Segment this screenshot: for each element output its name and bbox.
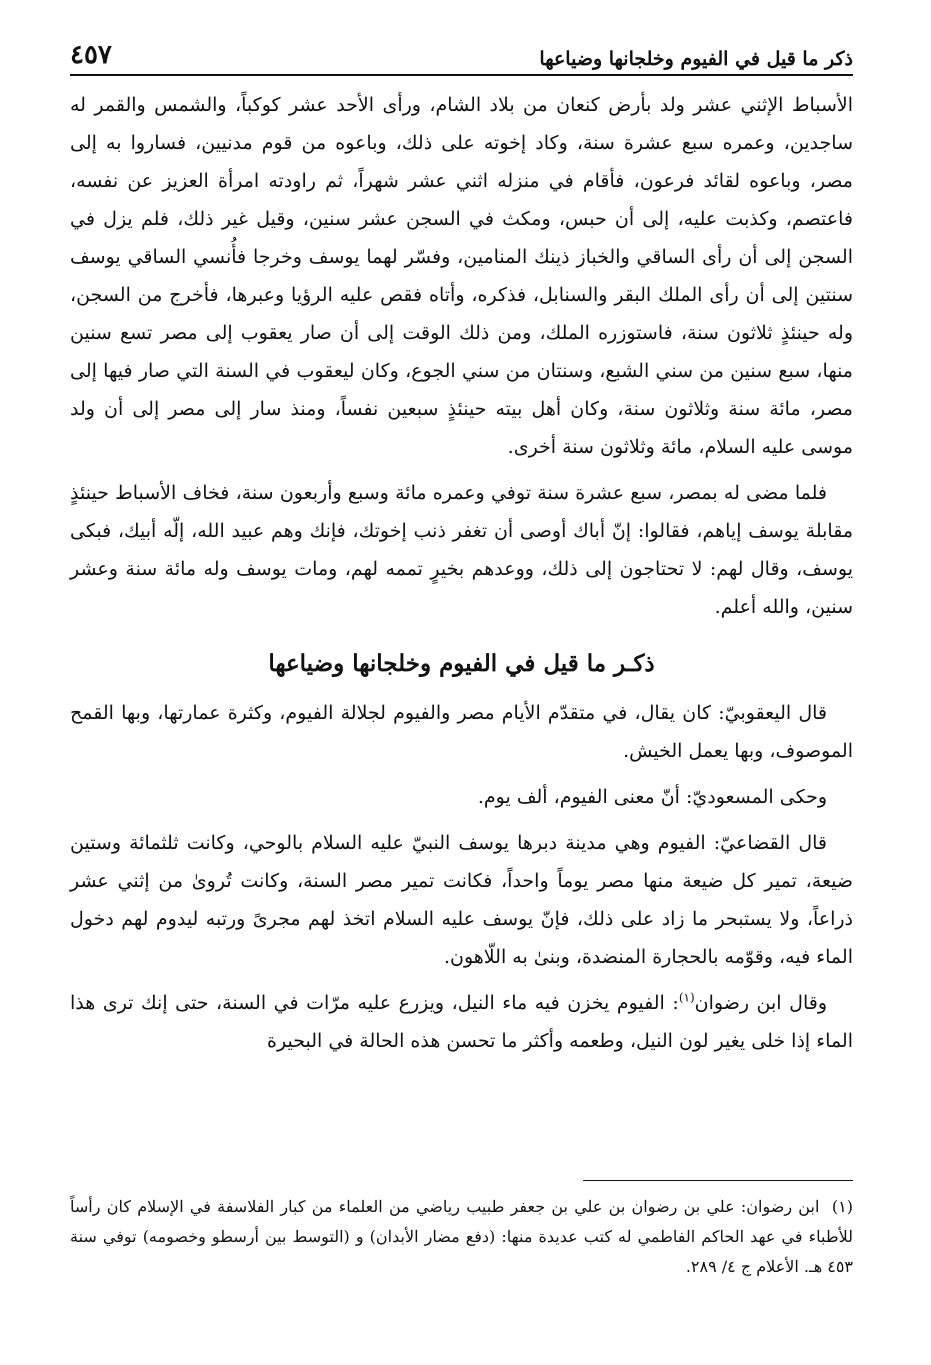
running-title: ذكر ما قيل في الفيوم وخلجانها وضياعها <box>539 48 853 70</box>
footnote-reference[interactable]: (١) <box>678 990 695 1005</box>
page-body <box>70 86 853 1068</box>
paragraph-2: فلما مضى له بمصر، سبع عشرة سنة توفي وعمره مائة وسبع وأربعون سنة، فخاف الأسباط حينئذٍ مقابلة يوسف إياهم، فقالوا: إنّ أباك أوصى أن تغفر ذنب إخوتك، فإنك وهم عبيد الله، إلّه أبيك، فبكى يوسف، وقال لهم: لا تحتاجون إلى ذلك، ووعدهم بخيرٍ تممه لهم، ومات يوسف وله مائة سنة وعشر سنين، والله أعلم. <box>70 482 853 618</box>
footnotes <box>70 1192 853 1282</box>
footnote-1 <box>70 1192 853 1282</box>
paragraph-1: الأسباط الإثني عشر ولد بأرض كنعان من بلاد الشام، ورأى الأحد عشر كوكباً، والشمس والقمر له ساجدين، وعمره سبع عشرة سنة، وكاد إخوته على ذلك، وباعوه من قوم مدنيين، فساروا به إلى مصر، وباعوه لقائد فرعون، فأقام في منزله اثني عشر شهراً، ثم راودته امرأة العزيز عن نفسه، فاعتصم، وكذبت عليه، إلى أن حبس، ومكث في السجن عشر سنين، وقيل غير ذلك، فلم يزل في السجن إلى أن رأى الساقي والخباز ذينك المنامين، وفسّر لهما يوسف وخرجا فأُنسي الساقي يوسف سنتين إلى أن رأى الملك البقر والسنابل، فذكره، وأتاه فقص عليه الرؤيا وعبرها، فأخرج من السجن، وله حينئذٍ ثلاثون سنة، فاستوزره الملك، ومن ذلك الوقت إلى أن صار يعقوب إلى مصر تسع سنين منها، سبع سنين من سني الشبع، وسنتان من سني الجوع، وكان ليعقوب في السنة التي صار فيها إلى مصر، مائة سنة وثلاثون سنة، وكان أهل بيته حينئذٍ سبعين نفساً، ومنذ سار إلى مصر إلى أن ولد موسى عليه السلام، مائة وثلاثون سنة أخرى. <box>70 94 853 458</box>
section-heading: ذكـر ما قيل في الفيوم وخلجانها وضياعها <box>268 650 655 677</box>
paragraph-yaqubi: قال اليعقوبيّ: كان يقال، في متقدّم الأيام مصر والفيوم لجلالة الفيوم، وكثرة عمارتها، وبها القمح الموصوف، وبها يعمل الخيش. <box>70 702 853 762</box>
ibn-ridwan-text: : الفيوم يخزن فيه ماء النيل، ويزرع عليه مرّات في السنة، حتى إنك ترى هذا الماء إذا خلى يغير لون النيل، وطعمه وأكثر ما تحسن هذه الحالة في البحيرة <box>70 992 853 1052</box>
footnote-text: ابن رضوان: علي بن رضوان بن علي بن جعفر طبيب رياضي من العلماء من كبار الفلاسفة في الإسلام كان رأساً للأطباء في عهد الحاكم الفاطمي له كتب عديدة منها: (دفع مضار الأبدان) و (التوسط بين أرسطو وخصومه) توفي سنة ٤٥٣ هـ. الأعلام ج ٤/ ٢٨٩. <box>70 1197 853 1276</box>
footnote-divider <box>583 1180 853 1181</box>
page-number: ٤٥٧ <box>70 40 112 70</box>
paragraph-ibn-ridwan <box>70 984 853 1060</box>
running-header <box>70 30 853 76</box>
ibn-ridwan-lead: وقال ابن رضوان <box>694 992 827 1014</box>
paragraph-masudi: وحكى المسعوديّ: أنّ معنى الفيوم، ألف يوم. <box>477 786 827 808</box>
footnote-mark: (١) <box>831 1197 853 1216</box>
paragraph-qudai: قال القضاعيّ: الفيوم وهي مدينة دبرها يوسف النبيّ عليه السلام بالوحي، وكانت ثلثمائة وستين ضيعة، تمير كل ضيعة منها مصر يوماً واحداً، فكانت تمير مصر السنة، وكانت تُروىٰ من إثني عشر ذراعاً، ولا يستبحر ما زاد على ذلك، فإنّ يوسف عليه السلام اتخذ لهم مجرىً ورتبه ليدوم لهم دخول الماء فيه، وقوّمه بالحجارة المنضدة، وبنىٰ به اللّاهون. <box>70 832 853 968</box>
